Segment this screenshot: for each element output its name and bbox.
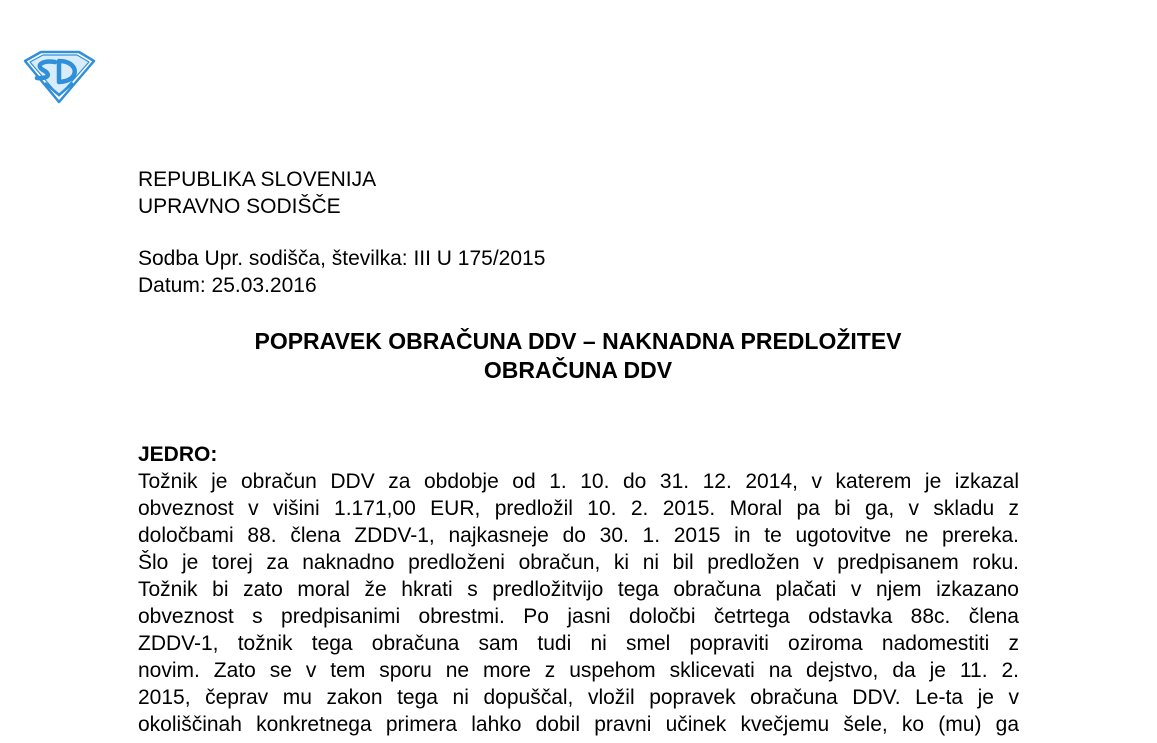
summary-line: novim. Zato se v tem sporu ne more z uspehom sklicevati na dejstvo, da je 11. 2.: [138, 659, 1019, 682]
summary-heading: JEDRO:: [138, 443, 218, 466]
summary-paragraph: [138, 468, 1019, 738]
summary-line: Tožnik bi zato moral že hkrati s predložitvijo tega obračuna plačati v njem izkazano: [138, 578, 1019, 601]
judgment-date: Datum: 25.03.2016: [138, 274, 317, 297]
case-reference: [138, 245, 545, 299]
court-name: UPRAVNO SODIŠČE: [138, 195, 341, 218]
court-emblem-icon: [21, 49, 96, 105]
country-name: REPUBLIKA SLOVENIJA: [138, 168, 377, 191]
summary-line: 2015, čeprav mu zakon tega ni dopuščal, vložil popravek obračuna DDV. Le-ta je v: [138, 686, 1019, 709]
document-title: [138, 327, 1018, 385]
summary-line: ZDDV-1, tožnik tega obračuna sam tudi ni smel popraviti oziroma nadomestiti z: [138, 632, 1019, 655]
case-number: Sodba Upr. sodišča, številka: III U 175/2015: [138, 247, 546, 270]
summary-line: obveznost v višini 1.171,00 EUR, predložil 10. 2. 2015. Moral pa bi ga, v skladu z: [138, 497, 1019, 520]
title-line-2: OBRAČUNA DDV: [483, 357, 673, 383]
summary-line: Šlo je torej za naknadno predloženi obračun, ki ni bil predložen v predpisanem roku.: [138, 551, 1019, 574]
summary-line: obveznost s predpisanimi obrestmi. Po jasni določbi četrtega odstavka 88c. člena: [138, 605, 1019, 628]
summary-line: določbami 88. člena ZDDV-1, najkasneje do 30. 1. 2015 in te ugotovitve ne prereka.: [138, 524, 1019, 547]
court-header: [138, 166, 376, 220]
title-line-1: POPRAVEK OBRAČUNA DDV – NAKNADNA PREDLOŽITEV: [254, 328, 902, 354]
summary-line: okoliščinah konkretnega primera lahko dobil pravni učinek kvečjemu šele, ko (mu) ga: [138, 713, 1019, 736]
summary-line: Tožnik je obračun DDV za obdobje od 1. 10. do 31. 12. 2014, v katerem je izkazal: [138, 470, 1019, 493]
